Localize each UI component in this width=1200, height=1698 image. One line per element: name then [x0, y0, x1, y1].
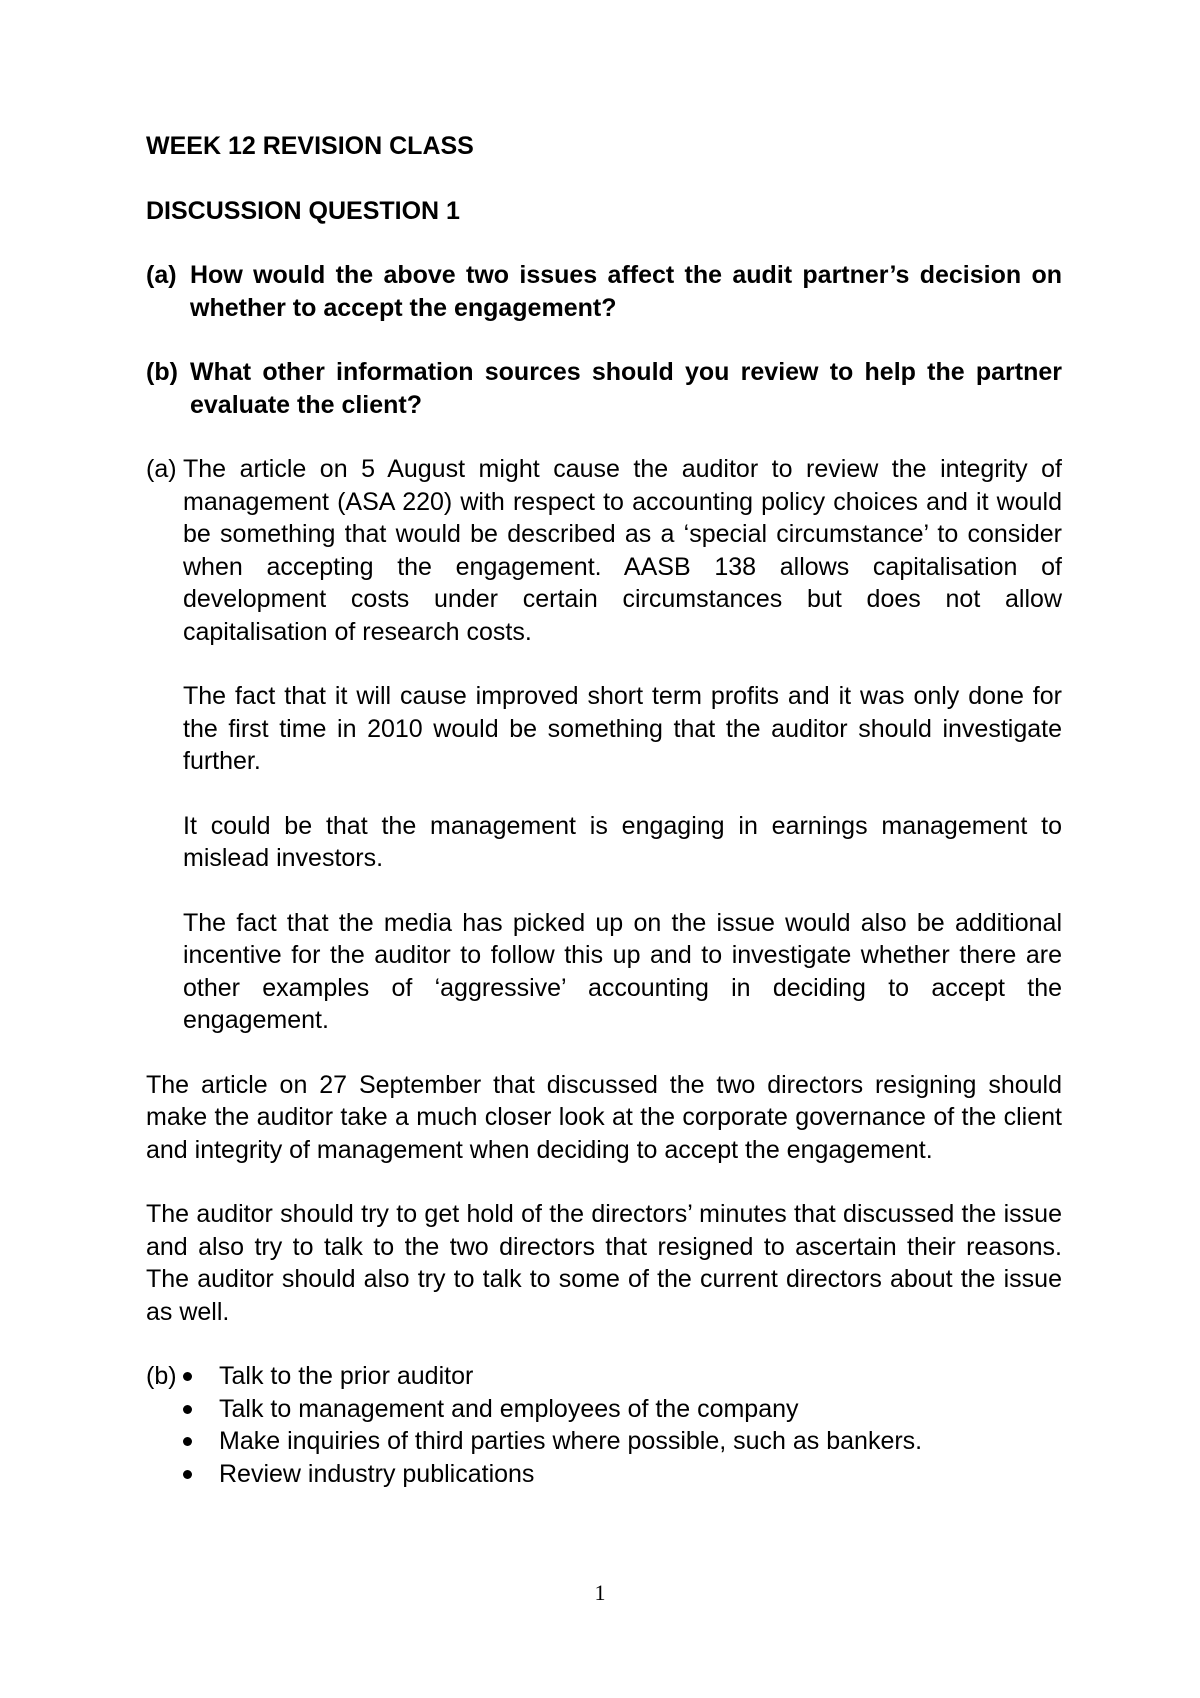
- answer-a-text-1: The article on 5 August might cause the auditor to review the integrity of management (ASA 220) with respect to accounting policy choices and it would be something that would be described as a ‘special circumstance’ to consider when accepting the engagement. AASB 138 allows capitalisation of development costs under certain circumstances but does not allow capitalisation of research costs.: [183, 455, 1062, 646]
- bullet-icon: [183, 1470, 192, 1479]
- body-paragraph-2: The auditor should try to get hold of the directors’ minutes that discussed the issue and also try to talk to the two directors that resigned to ascertain their reasons. The auditor should also try to talk to some of the current directors about the issue as well.: [146, 1200, 1062, 1326]
- answer-b: [146, 1360, 1062, 1490]
- list-item: Review industry publications: [183, 1458, 1062, 1491]
- answer-b-label: (b): [146, 1362, 177, 1390]
- list-item: Talk to management and employees of the company: [183, 1393, 1062, 1426]
- list-item: Talk to the prior auditor: [183, 1360, 1062, 1393]
- question-b-text: What other information sources should you review to help the partner evaluate the client?: [190, 358, 1062, 419]
- answer-a-paragraph-2: The fact that it will cause improved short term profits and it was only done for the first time in 2010 would be something that the auditor should investigate further.: [183, 682, 1062, 775]
- question-b-label: (b): [146, 358, 178, 386]
- question-b: [146, 356, 1062, 421]
- question-a-text: How would the above two issues affect the audit partner’s decision on whether to accept the engagement?: [190, 261, 1062, 322]
- question-a: [146, 259, 1062, 324]
- answer-a-paragraph-4: The fact that the media has picked up on the issue would also be additional incentive for the auditor to follow this up and to investigate whether there are other examples of ‘aggressive’ accounting in deciding to accept the engagement.: [183, 908, 1062, 1034]
- document-page: [146, 130, 1062, 1490]
- bullet-icon: [183, 1372, 192, 1381]
- bullet-icon: [183, 1437, 192, 1446]
- answer-a-label: (a): [146, 455, 177, 483]
- bullet-icon: [183, 1405, 192, 1414]
- list-item: Make inquiries of third parties where possible, such as bankers.: [183, 1425, 1062, 1458]
- page-subtitle: DISCUSSION QUESTION 1: [146, 196, 460, 225]
- page-title: WEEK 12 REVISION CLASS: [146, 132, 474, 160]
- question-a-label: (a): [146, 261, 177, 289]
- page-number: 1: [594, 1580, 606, 1605]
- body-paragraph-1: The article on 27 September that discussed the two directors resigning should make the auditor take a much closer look at the corporate governance of the client and integrity of management when deciding to accept the engagement.: [146, 1070, 1062, 1164]
- answer-a-paragraph-1: [146, 453, 1062, 648]
- answer-a-paragraph-3: It could be that the management is engaging in earnings management to mislead investors.: [183, 811, 1062, 872]
- answer-b-bullet-list: [146, 1360, 1062, 1490]
